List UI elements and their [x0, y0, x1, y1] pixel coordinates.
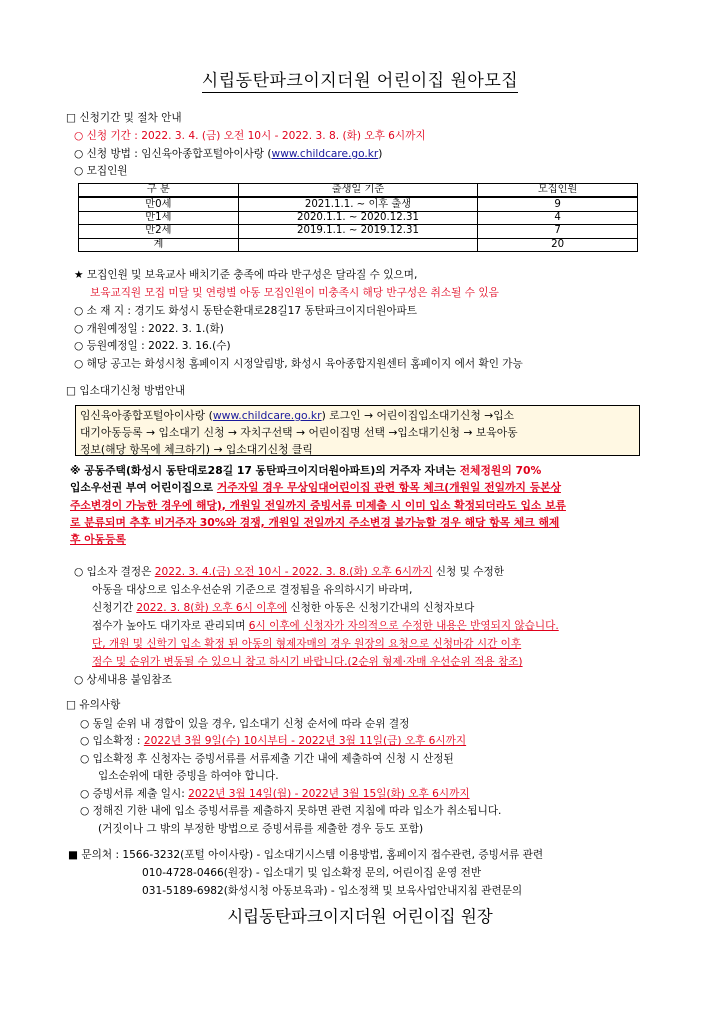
- waitlist-step-line: 정보(해당 항목에 체크하기) → 입소대기신청 클릭: [80, 443, 313, 456]
- recruit-label: ○ 모집인원: [74, 165, 128, 177]
- caution-item: ○ 정해진 기한 내에 입소 증빙서류를 제출하지 못하면 관련 지침에 따라 입소가 취소됩니다.: [80, 805, 502, 817]
- caution-item: ○ 증빙서류 제출 일시: 2022년 3월 14일(월) - 2022년 3월 15일(화) 오후 6시까지: [80, 788, 470, 800]
- childcare-portal-link[interactable]: www.childcare.go.kr: [212, 409, 322, 422]
- page-title: 시립동탄파크이지더원 어린이집 원아모집: [201, 71, 519, 91]
- section-heading-waitlist: □ 입소대기신청 방법안내: [66, 385, 186, 397]
- decision-line-2: 아동을 대상으로 입소우선순위 기준으로 결정됨을 유의하시기 바라며,: [92, 584, 413, 596]
- signature: 시립동탄파크이지더원 어린이집 원장: [227, 907, 493, 926]
- resident-priority-notice: ※ 공동주택(화성시 동탄대로28길 17 동탄파크이지더원아파트)의 거주자 자녀는 전체정원의 70% 입소우선권 부여 어린이집으로 거주자일 경우 무상임대어린이집 관련 항목 체크(개원일 전일까지 등본상 주소변경이 가능한 경우에 해당), 개원일 전일까지 증빙서류 미제출 시 이미 입소 확정되더라도 입소 보류 로 분류되며 추후 비거주자 30%와 경쟁, 개원일 전일까지 주소변경 불가능할 경우 해당 항목 체크 해제 후 아동등록: [70, 464, 566, 547]
- table-cell: 만1세: [79, 211, 239, 224]
- table-cell: 2019.1.1. ~ 2019.12.31: [238, 225, 477, 238]
- section-heading-cautions: □ 유의사항: [66, 699, 121, 711]
- caution-item: ○ 입소확정 후 신청자는 증빙서류를 서류제출 기간 내에 제출하여 신청 시 산정된: [80, 753, 454, 765]
- contact-line-director: 010-4728-0466(원장) - 입소대기 및 입소확정 문의, 어린이집 운영 전반: [142, 867, 482, 879]
- caution-item: ○ 입소확정 : 2022년 3월 9일(수) 10시부터 - 2022년 3월 11일(금) 오후 6시까지: [80, 735, 467, 747]
- contact-line-portal: ■ 문의처 : 1566-3232(포털 아이사랑) - 입소대기시스템 이용방법, 홈페이지 접수관련, 증빙서류 관련: [68, 849, 544, 861]
- recruit-table: [78, 183, 638, 252]
- caution-item-continued: 입소순위에 대한 증빙을 하여야 합니다.: [98, 770, 279, 782]
- childcare-portal-link[interactable]: www.childcare.go.kr: [271, 148, 379, 160]
- star-note-warning: 보육교직원 모집 미달 및 연령별 아동 모집인원이 미충족시 해당 반구성은 취소될 수 있음: [90, 287, 499, 299]
- table-total-row: [79, 238, 638, 251]
- caution-item-continued: (거짓이나 그 밖의 부정한 방법으로 증빙서류를 제출한 경우 등도 포함): [98, 823, 424, 835]
- table-header: 구 분: [79, 184, 239, 198]
- waitlist-steps-box: [75, 405, 640, 456]
- decision-line-5: 단, 개원 및 신학기 입소 확정 된 아동의 형제자매의 경우 원장의 요청으로 신청마감 시간 이후: [92, 638, 522, 650]
- table-cell: 2021.1.1. ~ 이후 출생: [238, 197, 477, 211]
- decision-line-4: 점수가 높아도 대기자로 관리되며 6시 이후에 신청자가 자의적으로 수정한 내용은 반영되지 않습니다.: [92, 620, 559, 632]
- waitlist-step-line: 대기아동등록 → 입소대기 신청 → 자치구선택 → 어린이집명 선택 →입소대기신청 → 보육아동: [80, 426, 518, 439]
- application-method: ○ 신청 방법 : 임신육아종합포털아이사랑 (www.childcare.go.kr): [74, 148, 383, 160]
- notice-info: ○ 해당 공고는 화성시청 홈페이지 시정알림방, 화성시 육아종합지원센터 홈페이지 에서 확인 가능: [74, 358, 523, 370]
- table-cell: 9: [478, 197, 638, 211]
- attend-date: ○ 등원예정일 : 2022. 3. 16.(수): [74, 340, 231, 352]
- table-row: [79, 197, 638, 211]
- table-cell: 만2세: [79, 225, 239, 238]
- decision-line-1: ○ 입소자 결정은 2022. 3. 4.(금) 오전 10시 - 2022. 3. 8.(화) 오후 6시까지 신청 및 수정한: [74, 566, 504, 578]
- application-period: ○ 신청 기간 : 2022. 3. 4. (금) 오전 10시 - 2022. 3. 8. (화) 오후 6시까지: [74, 130, 426, 142]
- table-cell: 7: [478, 225, 638, 238]
- section-heading-application: □ 신청기간 및 절차 안내: [66, 112, 182, 124]
- table-cell: 4: [478, 211, 638, 224]
- table-cell: 2020.1.1. ~ 2020.12.31: [238, 211, 477, 224]
- caution-item: ○ 동일 순위 내 경합이 있을 경우, 입소대기 신청 순서에 따라 순위 결정: [80, 718, 410, 730]
- address: ○ 소 재 지 : 경기도 화성시 동탄순환대로28길17 동탄파크이지더원아파트: [74, 305, 418, 317]
- table-cell: 만0세: [79, 197, 239, 211]
- decision-line-3: 신청기간 2022. 3. 8(화) 오후 6시 이후에 신청한 아동은 신청기간내의 신청자보다: [92, 602, 475, 614]
- contact-line-city: 031-5189-6982(화성시청 아동보육과) - 입소정책 및 보육사업안내지침 관련문의: [142, 885, 523, 897]
- detail-reference: ○ 상세내용 붙임참조: [74, 674, 172, 686]
- waitlist-step-line: 임신육아종합포털아이사랑 (www.childcare.go.kr) 로그인 → 어린이집입소대기신청 →입소: [80, 409, 515, 422]
- decision-line-6: 점수 및 순위가 변동될 수 있으니 참고 하시기 바랍니다.(2순위 형제·자매 우선순위 적용 참조): [92, 656, 523, 668]
- table-row: [79, 211, 638, 224]
- table-header: 출생일 기준: [238, 184, 477, 198]
- table-header-row: [79, 184, 638, 198]
- open-date: ○ 개원예정일 : 2022. 3. 1.(화): [74, 323, 224, 335]
- table-header: 모집인원: [478, 184, 638, 198]
- table-row: [79, 225, 638, 238]
- star-note: ★ 모집인원 및 보육교사 배치기준 충족에 따라 반구성은 달라질 수 있으며,: [74, 269, 418, 281]
- table-total-label: 계: [79, 238, 239, 251]
- table-total-value: 20: [478, 238, 638, 251]
- table-cell-empty: [238, 238, 477, 251]
